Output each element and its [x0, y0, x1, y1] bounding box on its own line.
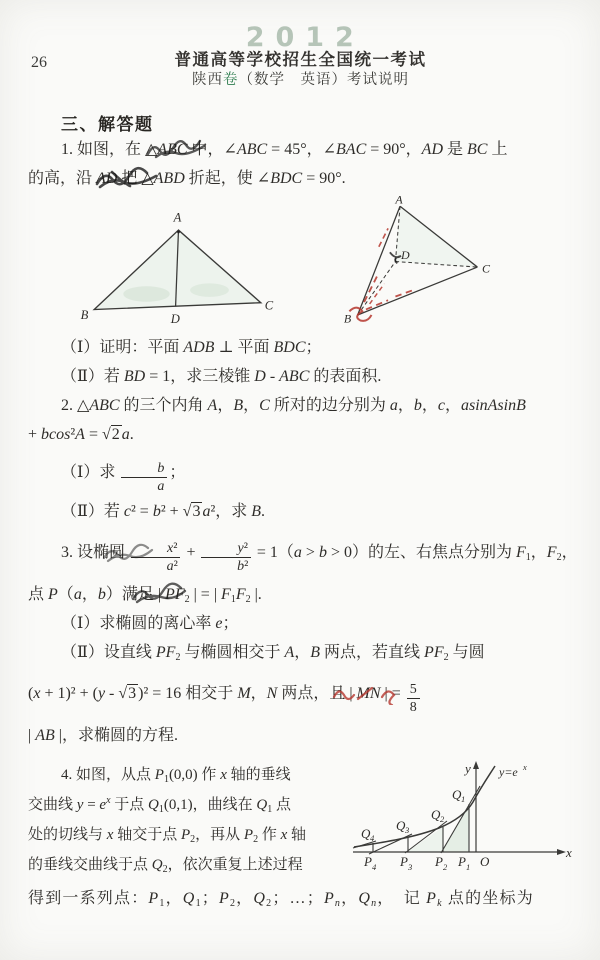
problem-3-line-2: 点 P（a，b）满足 | $PF_2$ | = | $F_1F_2$ |. — [28, 586, 262, 605]
problem-3-part-2: （Ⅱ）设直线 $PF_2$ 与椭圆相交于 A，B 两点，若直线 $PF_2$ 与圆 — [61, 644, 485, 663]
problem-4-line-1: 4. 如图，从点 $P_1(0,0)$ 作 x 轴的垂线 — [61, 767, 291, 785]
curve-label-exponent: x — [523, 762, 527, 772]
year-stamp: 2012 — [245, 22, 365, 53]
origin-label: O — [480, 854, 490, 869]
svg-text:Q: Q — [396, 818, 406, 833]
problem-3-line-4: | AB |，求椭圆的方程. — [28, 727, 178, 744]
svg-text:3: 3 — [405, 825, 410, 835]
problem-2-line-2: + bcos²A = √2 a. — [28, 426, 134, 443]
svg-text:3: 3 — [408, 862, 413, 872]
x-axis-arrow — [557, 849, 566, 855]
x-axis-label: x — [566, 845, 572, 860]
exp-curve — [354, 766, 495, 847]
figure-tetrahedron — [342, 195, 494, 329]
scan-smudge — [190, 283, 229, 297]
problem-4-line-5: 得到一系列点：$P_1$，$Q_1$；$P_2$，$Q_2$；…；$P_n$，$Q_n$， 记 $P_k$ 点的坐标为 — [28, 890, 534, 909]
curve-label: y=e — [499, 765, 518, 779]
svg-text:P: P — [435, 854, 443, 869]
problem-2-line-1: 2. △ABC 的三个内角 A，B，C 所对的边分别为 a，b，c，asinAsinB — [61, 397, 526, 414]
problem-1-line-2: 的高，沿 AD 把 △ABD 折起，使 ∠BDC = 90°. — [28, 170, 346, 187]
label-d: D — [400, 247, 410, 262]
problem-2-part-2: （Ⅱ）若 c² = b² + √3 a²，求 B. — [61, 503, 266, 520]
svg-text:4: 4 — [370, 833, 375, 843]
exam-title: 普通高等学校招生全国统一考试 — [174, 50, 427, 69]
problem-4-block — [28, 760, 573, 880]
label-c: C — [264, 298, 274, 313]
problem-2-part-1: （Ⅰ）求 $\frac{b}{a}$ ； — [61, 460, 186, 495]
label-a: A — [395, 195, 403, 207]
label-b: B — [80, 308, 89, 323]
problem-1-part-2: （Ⅱ）若 BD = 1，求三棱锥 D - ABC 的表面积. — [61, 368, 382, 385]
svg-text:P: P — [364, 854, 372, 869]
y-axis-arrow — [473, 761, 479, 769]
apex-mark — [177, 231, 180, 234]
subtitle-highlight: 卷 — [223, 72, 239, 88]
page-number: 26 — [31, 54, 47, 71]
exam-subtitle — [28, 68, 573, 89]
figure-exp-graph — [351, 760, 573, 878]
problem-1-figures — [28, 195, 573, 329]
svg-text:Q: Q — [452, 787, 462, 802]
svg-text:Q: Q — [361, 826, 371, 841]
subtitle-pre: 陕西 — [192, 72, 223, 88]
q-point-labels — [361, 787, 465, 843]
edge-ab — [358, 206, 400, 315]
problem-1-line-1: 1. 如图，在 △ABC 中，∠ABC = 45°，∠BAC = 90°，AD 是 BC 上 — [61, 141, 508, 158]
page-header — [28, 16, 573, 94]
y-axis-label: y — [465, 761, 471, 776]
label-a: A — [173, 210, 182, 225]
svg-text:2: 2 — [443, 862, 448, 872]
p-point-labels — [363, 854, 490, 872]
svg-text:P: P — [400, 854, 408, 869]
problem-3-part-1: （Ⅰ）求椭圆的离心率 e； — [61, 615, 239, 632]
svg-text:1: 1 — [461, 794, 466, 804]
problem-1-part-1: （Ⅰ）证明：平面 ADB ⊥ 平面 BDC； — [61, 339, 322, 356]
problem-4-line-2: 交曲线 $y = e^x$ 于点 $Q_1(0,1)$，曲线在 $Q_1$ 点 — [28, 795, 291, 815]
problem-4-line-3: 处的切线与 x 轴交于点 $P_2$，再从 $P_2$ 作 x 轴 — [28, 827, 307, 845]
label-b: B — [343, 311, 352, 326]
figure-triangle — [78, 201, 278, 325]
problem-4-line-4: 的垂线交曲线于点 $Q_2$，依次重复上述过程 — [28, 857, 303, 875]
section-heading: 三、解答题 — [61, 115, 154, 134]
label-c: C — [482, 261, 491, 276]
svg-text:P: P — [458, 854, 466, 869]
svg-text:Q: Q — [431, 807, 441, 822]
svg-text:4: 4 — [372, 862, 377, 872]
problem-3-line-1: 3. 设椭圆 $\frac{\text{x²}}{\text{a²}}$ + $\frac{\text{y²}}{\text{b²}}$ = 1（a > b > 0）的左、右焦点分别为 $F_1$，$F_2$， — [61, 540, 578, 575]
problem-3-line-3: (x + 1)² + (y - √3 )² = 16 相交于 M，N 两点，且 | MN | = $\frac{5}{8}$ — [28, 667, 573, 721]
svg-text:2: 2 — [440, 814, 445, 824]
label-d: D — [170, 312, 180, 325]
shaded-triangle — [407, 827, 443, 852]
edge-bc — [358, 267, 478, 315]
svg-text:1: 1 — [466, 862, 471, 872]
subtitle-post: （数学 英语）考试说明 — [238, 72, 409, 88]
scan-smudge — [123, 286, 170, 302]
